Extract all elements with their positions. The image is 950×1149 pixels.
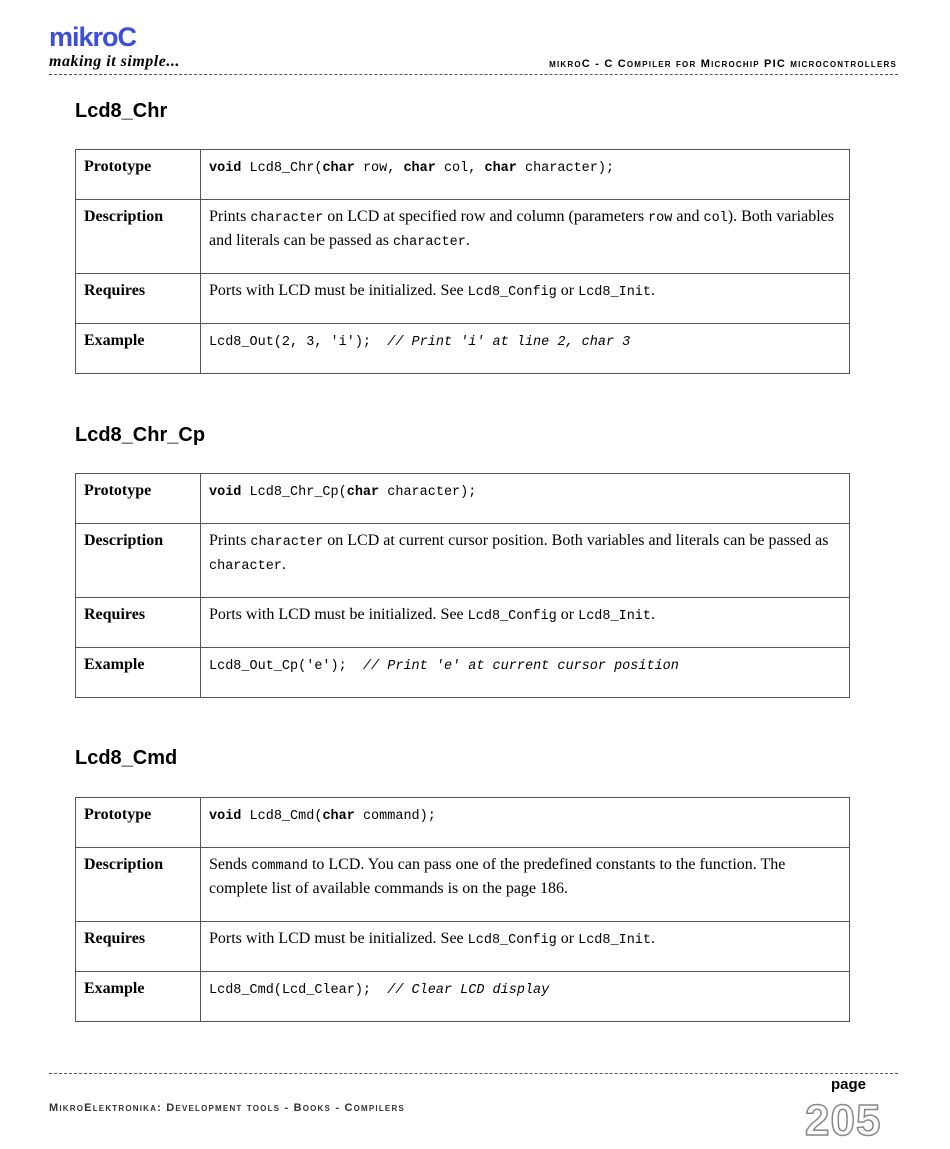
header-divider	[49, 74, 898, 75]
table-row-description	[76, 524, 850, 598]
example-value: Lcd8_Out(2, 3, 'i'); // Print 'i' at line 2, char 3	[201, 324, 850, 374]
page-number: 205	[805, 1096, 882, 1145]
brand-logo: mikroC	[49, 22, 137, 52]
prototype-value: void Lcd8_Chr(char row, char col, char character);	[201, 150, 850, 200]
footer-publisher: MikroElektronika: Development tools - Books - Compilers	[49, 1102, 405, 1114]
spec-table-lcd8-chr	[75, 149, 850, 374]
requires-value: Ports with LCD must be initialized. See Lcd8_Config or Lcd8_Init.	[201, 598, 850, 648]
table-row-example	[76, 324, 850, 374]
requires-label: Requires	[76, 274, 201, 324]
example-value: Lcd8_Out_Cp('e'); // Print 'e' at current cursor position	[201, 648, 850, 698]
table-row-example	[76, 648, 850, 698]
prototype-label: Prototype	[76, 474, 201, 524]
example-label: Example	[76, 648, 201, 698]
section-title-lcd8-chr: Lcd8_Chr	[75, 100, 168, 122]
requires-label: Requires	[76, 922, 201, 972]
example-label: Example	[76, 324, 201, 374]
requires-label: Requires	[76, 598, 201, 648]
section-title-lcd8-chr-cp: Lcd8_Chr_Cp	[75, 424, 206, 446]
table-row-requires	[76, 274, 850, 324]
prototype-label: Prototype	[76, 150, 201, 200]
table-row-prototype	[76, 798, 850, 848]
table-row-requires	[76, 922, 850, 972]
table-row-prototype	[76, 474, 850, 524]
requires-value: Ports with LCD must be initialized. See Lcd8_Config or Lcd8_Init.	[201, 922, 850, 972]
description-label: Description	[76, 524, 201, 598]
table-row-example	[76, 972, 850, 1022]
example-label: Example	[76, 972, 201, 1022]
section-title-lcd8-cmd: Lcd8_Cmd	[75, 747, 178, 769]
description-label: Description	[76, 200, 201, 274]
prototype-label: Prototype	[76, 798, 201, 848]
example-value: Lcd8_Cmd(Lcd_Clear); // Clear LCD display	[201, 972, 850, 1022]
requires-value: Ports with LCD must be initialized. See Lcd8_Config or Lcd8_Init.	[201, 274, 850, 324]
description-value: Prints character on LCD at specified row and column (parameters row and col). Both variables and literals can be passed as character.	[201, 200, 850, 274]
prototype-value: void Lcd8_Chr_Cp(char character);	[201, 474, 850, 524]
brand-tagline: making it simple...	[49, 53, 180, 70]
spec-table-lcd8-chr-cp	[75, 473, 850, 698]
footer-divider	[49, 1073, 898, 1074]
prototype-value: void Lcd8_Cmd(char command);	[201, 798, 850, 848]
description-value: Sends command to LCD. You can pass one of the predefined constants to the function. The complete list of available commands is on the page 186.	[201, 848, 850, 922]
document-title: mikroC - C Compiler for Microchip PIC microcontrollers	[549, 58, 897, 70]
table-row-requires	[76, 598, 850, 648]
table-row-description	[76, 848, 850, 922]
table-row-prototype	[76, 150, 850, 200]
table-row-description	[76, 200, 850, 274]
page-label: page	[831, 1076, 867, 1093]
description-value: Prints character on LCD at current cursor position. Both variables and literals can be passed as character.	[201, 524, 850, 598]
description-label: Description	[76, 848, 201, 922]
spec-table-lcd8-cmd	[75, 797, 850, 1022]
